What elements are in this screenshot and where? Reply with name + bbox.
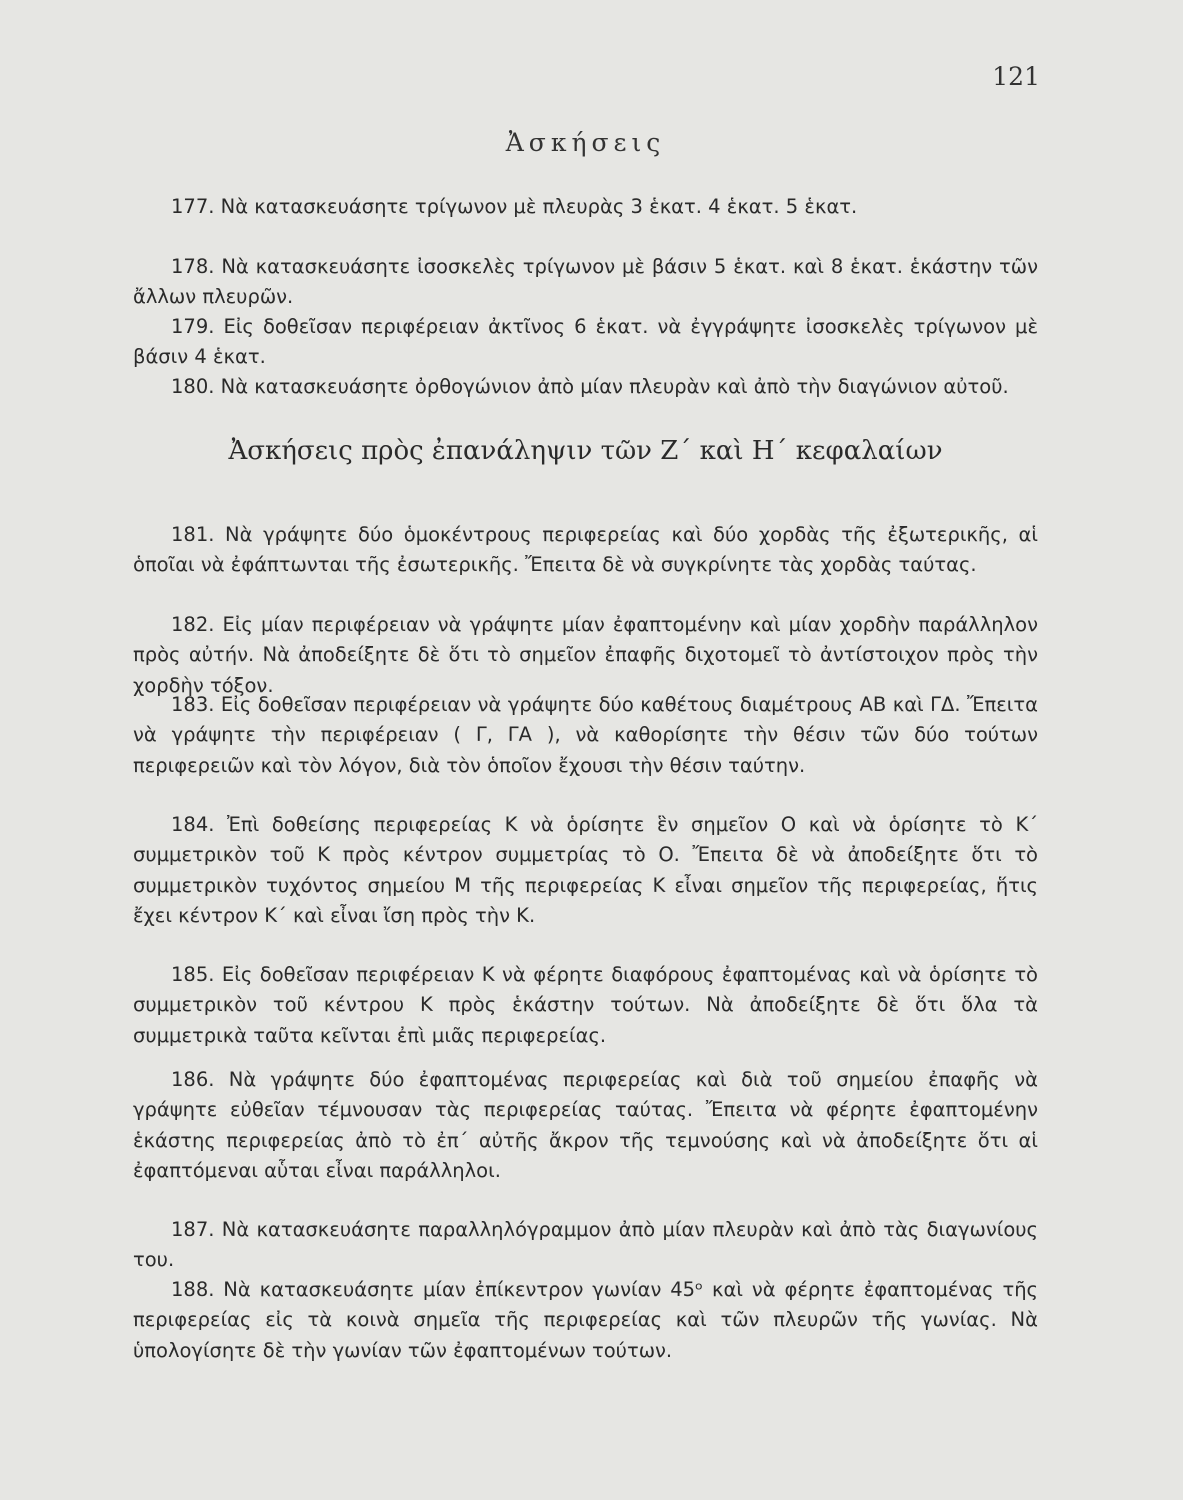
- exercise-182: 182. Εἰς μίαν περιφέρειαν νὰ γράψητε μίαν ἐφαπτομένην καὶ μίαν χορδὴν παράλληλον πρὸς αὐτήν. Νὰ ἀποδείξητε δὲ ὅτι τὸ σημεῖον ἐπαφῆς διχοτομεῖ τὸ ἀντίστοιχον πρὸς τὴν χορδὴν τόξον.: [133, 612, 1038, 697]
- exercise-183: 183. Εἰς δοθεῖσαν περιφέρειαν νὰ γράψητε δύο καθέτους διαμέτρους ΑΒ καὶ ΓΔ. Ἔπειτα νὰ γράψητε τὴν περιφέρειαν ( Γ, ΓΑ ), νὰ καθορίσητε τὴν θέσιν τῶν δύο τούτων περιφερειῶν καὶ τὸν λόγον, διὰ τὸν ὁποῖον ἔχουσι τὴν θέσιν ταύτην.: [133, 692, 1038, 777]
- section-title-review-exercises: Ἀσκήσεις πρὸς ἐπανάληψιν τῶν Ζ΄ καὶ Η΄ κεφαλαίων: [228, 436, 943, 466]
- exercise-187: 187. Νὰ κατασκευάσητε παραλληλόγραμμον ἀπὸ μίαν πλευρὰν καὶ ἀπὸ τὰς διαγωνίους του.: [133, 1217, 1038, 1271]
- section-title-exercises: Ἀσκήσεις: [505, 128, 666, 157]
- exercise-185: 185. Εἰς δοθεῖσαν περιφέρειαν Κ νὰ φέρητε διαφόρους ἐφαπτομένας καὶ νὰ ὁρίσητε τὸ συμμετρικὸν τοῦ κέντρου Κ πρὸς ἑκάστην τούτων. Νὰ ἀποδείξητε δὲ ὅτι ὅλα τὰ συμμετρικὰ ταῦτα κεῖνται ἐπὶ μιᾶς περιφερείας.: [133, 962, 1038, 1047]
- exercise-178: 178. Νὰ κατασκευάσητε ἰσοσκελὲς τρίγωνον μὲ βάσιν 5 ἑκατ. καὶ 8 ἑκατ. ἑκάστην τῶν ἄλλων πλευρῶν.: [133, 254, 1038, 308]
- exercise-179: 179. Εἰς δοθεῖσαν περιφέρειαν ἀκτῖνος 6 ἑκατ. νὰ ἐγγράψητε ἰσοσκελὲς τρίγωνον μὲ βάσιν 4 ἑκατ.: [133, 314, 1038, 368]
- page-number: 121: [992, 62, 1040, 91]
- exercise-177: 177. Νὰ κατασκευάσητε τρίγωνον μὲ πλευρὰς 3 ἑκατ. 4 ἑκατ. 5 ἑκατ.: [171, 194, 858, 218]
- exercise-181: 181. Νὰ γράψητε δύο ὁμοκέντρους περιφερείας καὶ δύο χορδὰς τῆς ἐξωτερικῆς, αἱ ὁποῖαι νὰ ἐφάπτωνται τῆς ἐσωτερικῆς. Ἔπειτα δὲ νὰ συγκρίνητε τὰς χορδὰς ταύτας.: [133, 522, 1038, 576]
- exercise-186: 186. Νὰ γράψητε δύο ἐφαπτομένας περιφερείας καὶ διὰ τοῦ σημείου ἐπαφῆς νὰ γράψητε εὐθεῖαν τέμνουσαν τὰς περιφερείας ταύτας. Ἔπειτα νὰ φέρητε ἐφαπτομένην ἑκάστης περιφερείας ἀπὸ τὸ ἐπ΄ αὐτῆς ἄκρον τῆς τεμνούσης καὶ νὰ ἀποδείξητε ὅτι αἱ ἐφαπτόμεναι αὗται εἶναι παράλληλοι.: [133, 1067, 1038, 1182]
- exercise-184: 184. Ἐπὶ δοθείσης περιφερείας Κ νὰ ὁρίσητε ἓν σημεῖον Ο καὶ νὰ ὁρίσητε τὸ Κ΄ συμμετρικὸν τοῦ Κ πρὸς κέντρον συμμετρίας τὸ Ο. Ἔπειτα δὲ νὰ ἀποδείξητε ὅτι τὸ συμμετρικὸν τυχόντος σημείου Μ τῆς περιφερείας Κ εἶναι σημεῖον τῆς περιφερείας, ἥτις ἔχει κέντρον Κ΄ καὶ εἶναι ἴση πρὸς τὴν Κ.: [133, 812, 1038, 927]
- exercise-188: 188. Νὰ κατασκευάσητε μίαν ἐπίκεντρον γωνίαν 45ᵒ καὶ νὰ φέρητε ἐφαπτομένας τῆς περιφερείας εἰς τὰ κοινὰ σημεῖα τῆς περιφερείας καὶ τῶν πλευρῶν τῆς γωνίας. Νὰ ὑπολογίσητε δὲ τὴν γωνίαν τῶν ἐφαπτομένων τούτων.: [133, 1277, 1038, 1362]
- exercise-180: 180. Νὰ κατασκευάσητε ὀρθογώνιον ἀπὸ μίαν πλευρὰν καὶ ἀπὸ τὴν διαγώνιον αὐτοῦ.: [171, 374, 1009, 398]
